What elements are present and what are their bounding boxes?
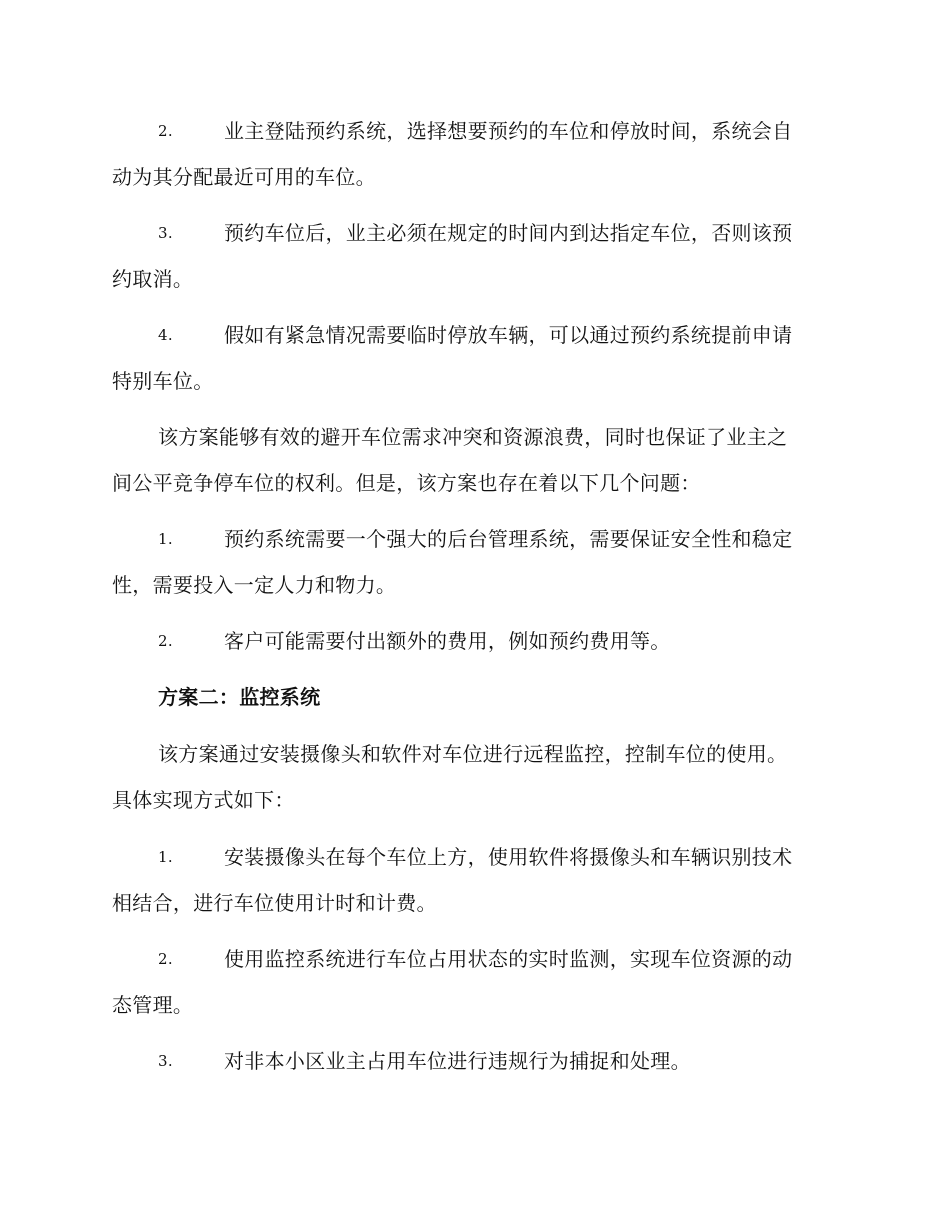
list-number: 2.: [158, 950, 173, 968]
list-text-continued: 性，需要投入一定人力和物力。: [112, 573, 397, 597]
list-item: [112, 108, 834, 200]
list-text: 对非本小区业主占用车位进行违规行为捕捉和处理。: [224, 1049, 691, 1073]
list-text: 假如有紧急情况需要临时停放车辆，可以通过预约系统提前申请: [224, 323, 793, 347]
heading-text: 方案二：监控系统: [158, 685, 321, 709]
list-text: 使用监控系统进行车位占用状态的实时监测，实现车位资源的动: [224, 947, 793, 971]
list-number: 2.: [158, 632, 173, 650]
list-item: [112, 834, 834, 926]
list-text-continued: 动为其分配最近可用的车位。: [112, 165, 376, 189]
list-item: [112, 936, 834, 1028]
body-paragraph: [112, 731, 834, 823]
list-number: 1.: [158, 848, 173, 866]
list-number: 4.: [158, 326, 173, 344]
list-text-continued: 约取消。: [112, 267, 194, 291]
list-text-continued: 特别车位。: [112, 369, 214, 393]
list-number: 1.: [158, 530, 173, 548]
list-text-continued: 相结合，进行车位使用计时和计费。: [112, 891, 437, 915]
list-item: [112, 312, 834, 404]
paragraph-text-continued: 间公平竞争停车位的权利。但是，该方案也存在着以下几个问题：: [112, 471, 701, 495]
list-number: 3.: [158, 1052, 173, 1070]
body-paragraph: [112, 414, 834, 506]
list-text: 预约车位后，业主必须在规定的时间内到达指定车位，否则该预: [224, 221, 793, 245]
paragraph-text: 该方案能够有效的避开车位需求冲突和资源浪费，同时也保证了业主之: [158, 425, 788, 449]
section-heading: [112, 674, 834, 720]
list-item: [112, 618, 834, 664]
list-item: [112, 210, 834, 302]
paragraph-text: 该方案通过安装摄像头和软件对车位进行远程监控，控制车位的使用。: [158, 742, 788, 766]
list-number: 2.: [158, 122, 173, 140]
list-number: 3.: [158, 224, 173, 242]
list-text: 业主登陆预约系统，选择想要预约的车位和停放时间，系统会自: [224, 119, 793, 143]
list-text-continued: 态管理。: [112, 993, 194, 1017]
list-text: 安装摄像头在每个车位上方，使用软件将摄像头和车辆识别技术: [224, 845, 793, 869]
list-text: 预约系统需要一个强大的后台管理系统，需要保证安全性和稳定: [224, 527, 793, 551]
list-text: 客户可能需要付出额外的费用，例如预约费用等。: [224, 629, 671, 653]
paragraph-text-continued: 具体实现方式如下：: [112, 788, 295, 812]
list-item: [112, 1038, 834, 1084]
list-item: [112, 516, 834, 608]
